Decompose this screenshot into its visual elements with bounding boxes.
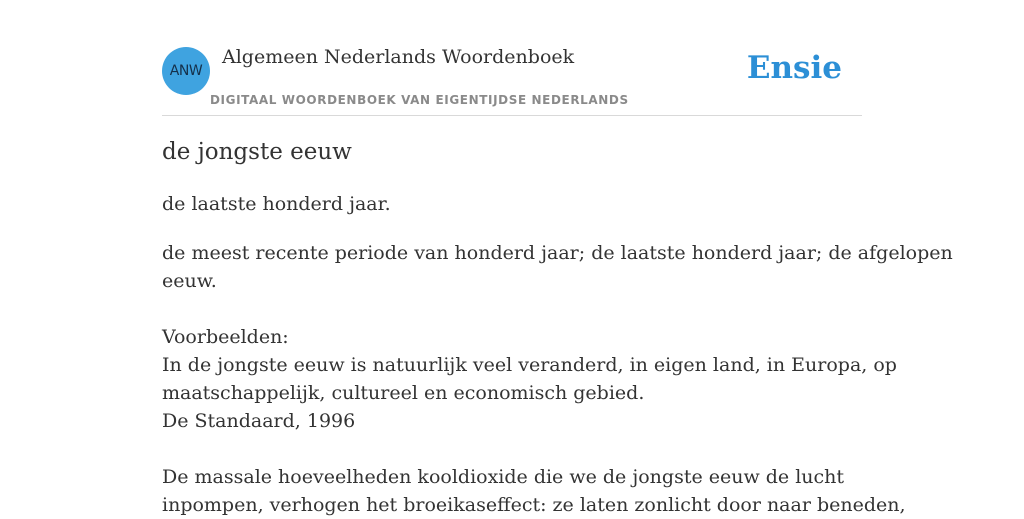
anw-logo-text: ANW [169,63,203,79]
ensie-brand-link[interactable]: Ensie [746,50,842,86]
long-definition-line: eeuw. [162,270,217,292]
examples-label: Voorbeelden: [162,326,289,348]
example-line: De massale hoeveelheden kooldioxide die we de jongste eeuw de lucht [162,466,845,488]
long-definition-line: de meest recente periode van honderd jaar; de laatste honderd jaar; de afgelopen [162,242,953,264]
anw-logo[interactable] [162,47,210,95]
spacer [162,295,867,323]
short-definition: de laatste honderd jaar. [162,193,391,215]
example-line: maatschappelijk, cultureel en economisch gebied. [162,382,645,404]
spacer [162,435,867,463]
site-title[interactable]: Algemeen Nederlands Woordenboek [222,46,575,68]
entry-title: de jongste eeuw [162,139,352,165]
page [162,0,953,516]
entry-body [162,239,953,519]
site-header [162,0,862,116]
example-line: In de jongste eeuw is natuurlijk veel veranderd, in eigen land, in Europa, op [162,354,897,376]
site-subtitle: DIGITAAL WOORDENBOEK VAN EIGENTIJDSE NEDERLANDS [210,93,629,107]
example-source: De Standaard, 1996 [162,410,356,432]
example-line: inpompen, verhogen het broeikaseffect: ze laten zonlicht door naar beneden, [162,494,906,516]
